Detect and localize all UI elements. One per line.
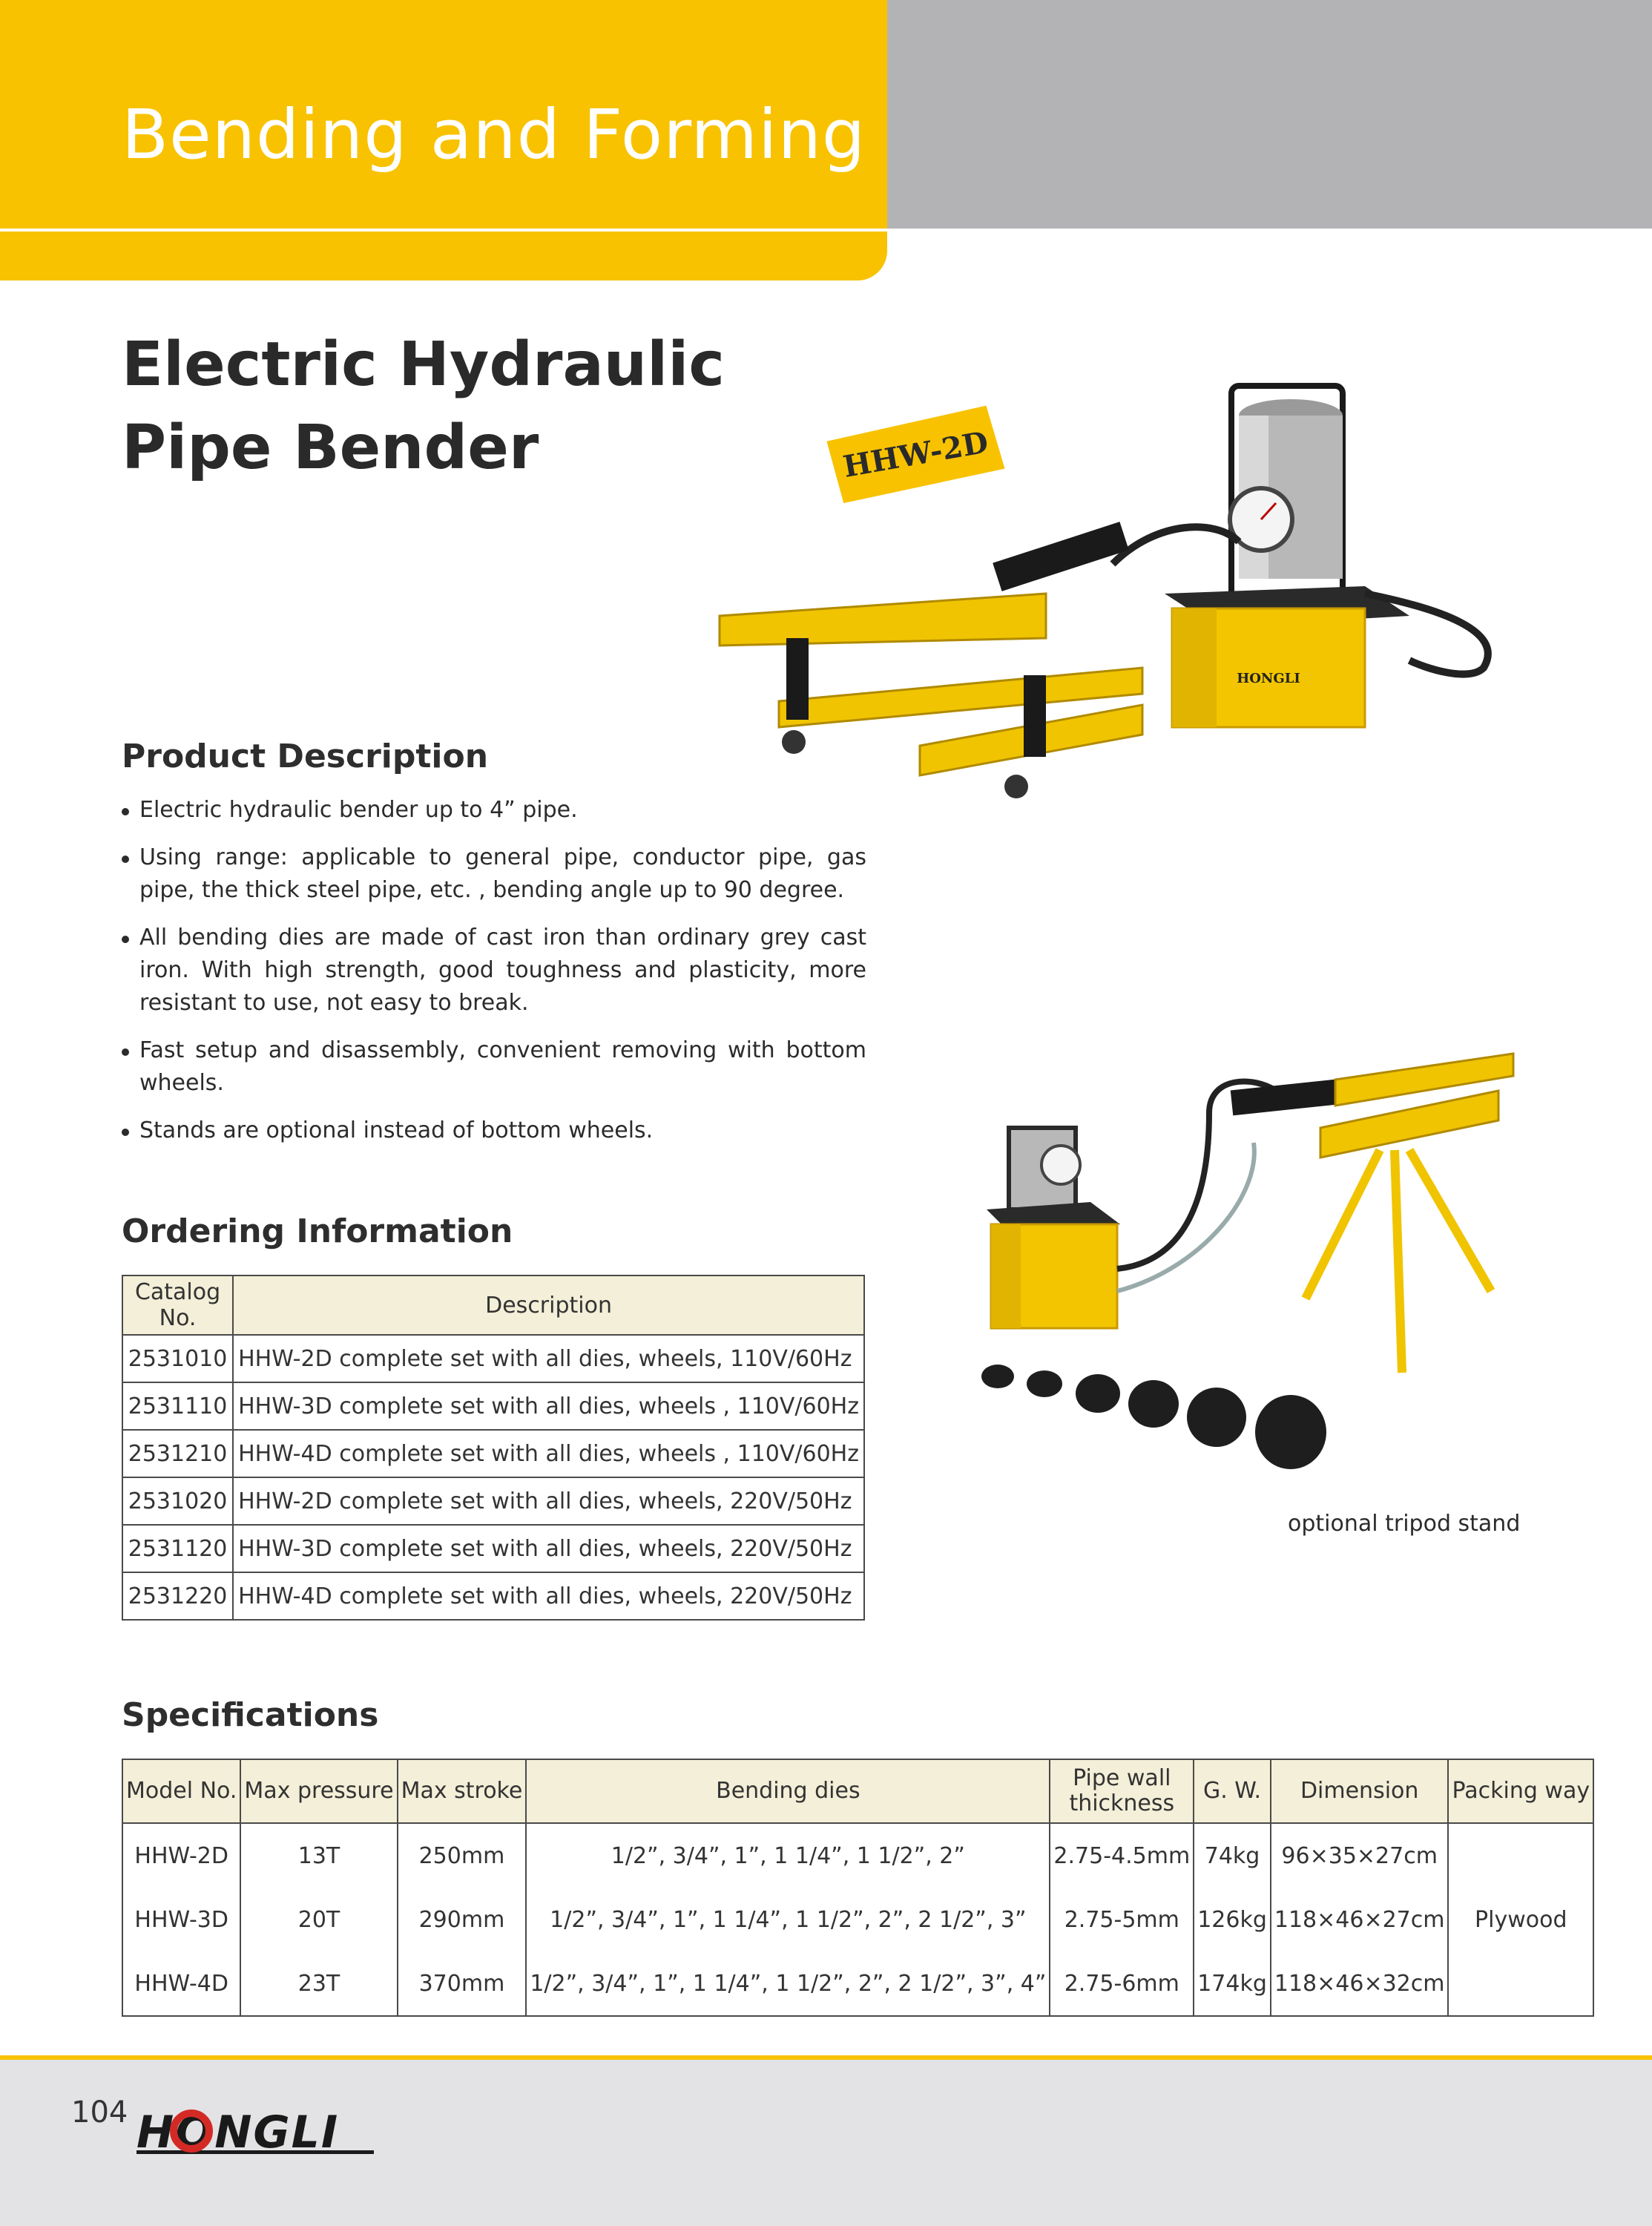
spec-col-stroke: Max stroke: [398, 1759, 527, 1823]
tripod-stand-image: [964, 1046, 1528, 1506]
table-row: [122, 1430, 864, 1477]
catalog-number: 2531010: [122, 1335, 233, 1382]
spec-wall: 2.75-4.5mm: [1050, 1823, 1194, 1888]
header-divider: [0, 229, 1652, 232]
hongli-logo: [136, 2106, 374, 2159]
spec-wall: 2.75-5mm: [1050, 1888, 1194, 1951]
spec-col-wall-line2: thickness: [1069, 1790, 1175, 1816]
model-badge: [826, 404, 1006, 504]
spec-model: HHW-3D: [122, 1888, 240, 1951]
product-title-line2: Pipe Bender: [122, 413, 539, 483]
specifications-table: [122, 1759, 1594, 2017]
catalog-number: 2531020: [122, 1477, 233, 1525]
ordering-heading: Ordering Information: [122, 1212, 513, 1250]
product-description-list: [122, 794, 866, 1162]
image-caption: optional tripod stand: [1288, 1511, 1521, 1537]
spec-gw: 74kg: [1194, 1823, 1271, 1888]
spec-pressure: 13T: [240, 1823, 397, 1888]
table-row: [122, 1888, 1593, 1951]
spec-col-packing: Packing way: [1448, 1759, 1593, 1823]
catalog-description: HHW-2D complete set with all dies, wheels, 220V/50Hz: [233, 1477, 864, 1525]
description-item: Electric hydraulic bender up to 4” pipe.: [122, 794, 866, 827]
table-row: [122, 1335, 864, 1382]
ordering-header-row: [122, 1275, 864, 1335]
specifications-heading: Specifications: [122, 1696, 379, 1734]
catalog-number: 2531110: [122, 1382, 233, 1430]
ordering-col-description: Description: [233, 1275, 864, 1335]
spec-gw: 126kg: [1194, 1888, 1271, 1951]
table-row: [122, 1525, 864, 1572]
spec-stroke: 370mm: [398, 1951, 527, 2016]
table-row: [122, 1823, 1593, 1888]
pipe-bender-image: [697, 371, 1513, 801]
spec-col-gw: G. W.: [1194, 1759, 1271, 1823]
logo-text: HONGLI: [136, 2107, 340, 2158]
description-item: Stands are optional instead of bottom wheels.: [122, 1114, 866, 1147]
table-row: [122, 1477, 864, 1525]
model-badge-text: HHW-2D: [840, 424, 991, 485]
spec-col-wall: [1050, 1759, 1194, 1823]
pump-logo-text: HONGLI: [1237, 671, 1300, 686]
specifications-header-row: [122, 1759, 1593, 1823]
spec-dimension: 118×46×32cm: [1271, 1951, 1449, 2016]
spec-col-dimension: Dimension: [1271, 1759, 1449, 1823]
spec-dies: 1/2”, 3/4”, 1”, 1 1/4”, 1 1/2”, 2”, 2 1/2”, 3”: [526, 1888, 1050, 1951]
catalog-number: 2531120: [122, 1525, 233, 1572]
spec-col-wall-line1: Pipe wall: [1073, 1765, 1171, 1791]
spec-stroke: 290mm: [398, 1888, 527, 1951]
product-title: [122, 324, 725, 490]
description-item: All bending dies are made of cast iron than ordinary grey cast iron. With high strength, good toughness and plasticity, more resistant to use, not easy to break.: [122, 922, 866, 1020]
product-title-line1: Electric Hydraulic: [122, 329, 725, 400]
page-number: 104: [71, 2095, 128, 2130]
catalog-number: 2531210: [122, 1430, 233, 1477]
spec-stroke: 250mm: [398, 1823, 527, 1888]
table-row: [122, 1951, 1593, 2016]
spec-gw: 174kg: [1194, 1951, 1271, 2016]
section-title: Bending and Forming: [122, 95, 866, 174]
spec-dimension: 118×46×27cm: [1271, 1888, 1449, 1951]
ordering-table: [122, 1275, 865, 1621]
table-row: [122, 1382, 864, 1430]
spec-col-model: Model No.: [122, 1759, 240, 1823]
spec-model: HHW-2D: [122, 1823, 240, 1888]
spec-dies: 1/2”, 3/4”, 1”, 1 1/4”, 1 1/2”, 2”, 2 1/2”, 3”, 4”: [526, 1951, 1050, 2016]
catalog-description: HHW-3D complete set with all dies, wheels , 110V/60Hz: [233, 1382, 864, 1430]
header-gray-panel: [887, 0, 1652, 229]
spec-pressure: 23T: [240, 1951, 397, 2016]
description-item: Using range: applicable to general pipe, conductor pipe, gas pipe, the thick steel pipe, etc. , bending angle up to 90 degree.: [122, 841, 866, 907]
spec-wall: 2.75-6mm: [1050, 1951, 1194, 2016]
catalog-number: 2531220: [122, 1572, 233, 1620]
catalog-description: HHW-4D complete set with all dies, wheels , 110V/60Hz: [233, 1430, 864, 1477]
catalog-description: HHW-2D complete set with all dies, wheels, 110V/60Hz: [233, 1335, 864, 1382]
spec-dimension: 96×35×27cm: [1271, 1823, 1449, 1888]
spec-model: HHW-4D: [122, 1951, 240, 2016]
table-row: [122, 1572, 864, 1620]
spec-col-dies: Bending dies: [526, 1759, 1050, 1823]
catalog-description: HHW-3D complete set with all dies, wheels, 220V/50Hz: [233, 1525, 864, 1572]
spec-packing: Plywood: [1448, 1823, 1593, 2016]
description-item: Fast setup and disassembly, convenient removing with bottom wheels.: [122, 1034, 866, 1100]
catalog-description: HHW-4D complete set with all dies, wheels, 220V/50Hz: [233, 1572, 864, 1620]
spec-pressure: 20T: [240, 1888, 397, 1951]
spec-col-pressure: Max pressure: [240, 1759, 397, 1823]
ordering-col-catalog: Catalog No.: [122, 1275, 233, 1335]
product-description-heading: Product Description: [122, 738, 489, 775]
spec-dies: 1/2”, 3/4”, 1”, 1 1/4”, 1 1/2”, 2”: [526, 1823, 1050, 1888]
